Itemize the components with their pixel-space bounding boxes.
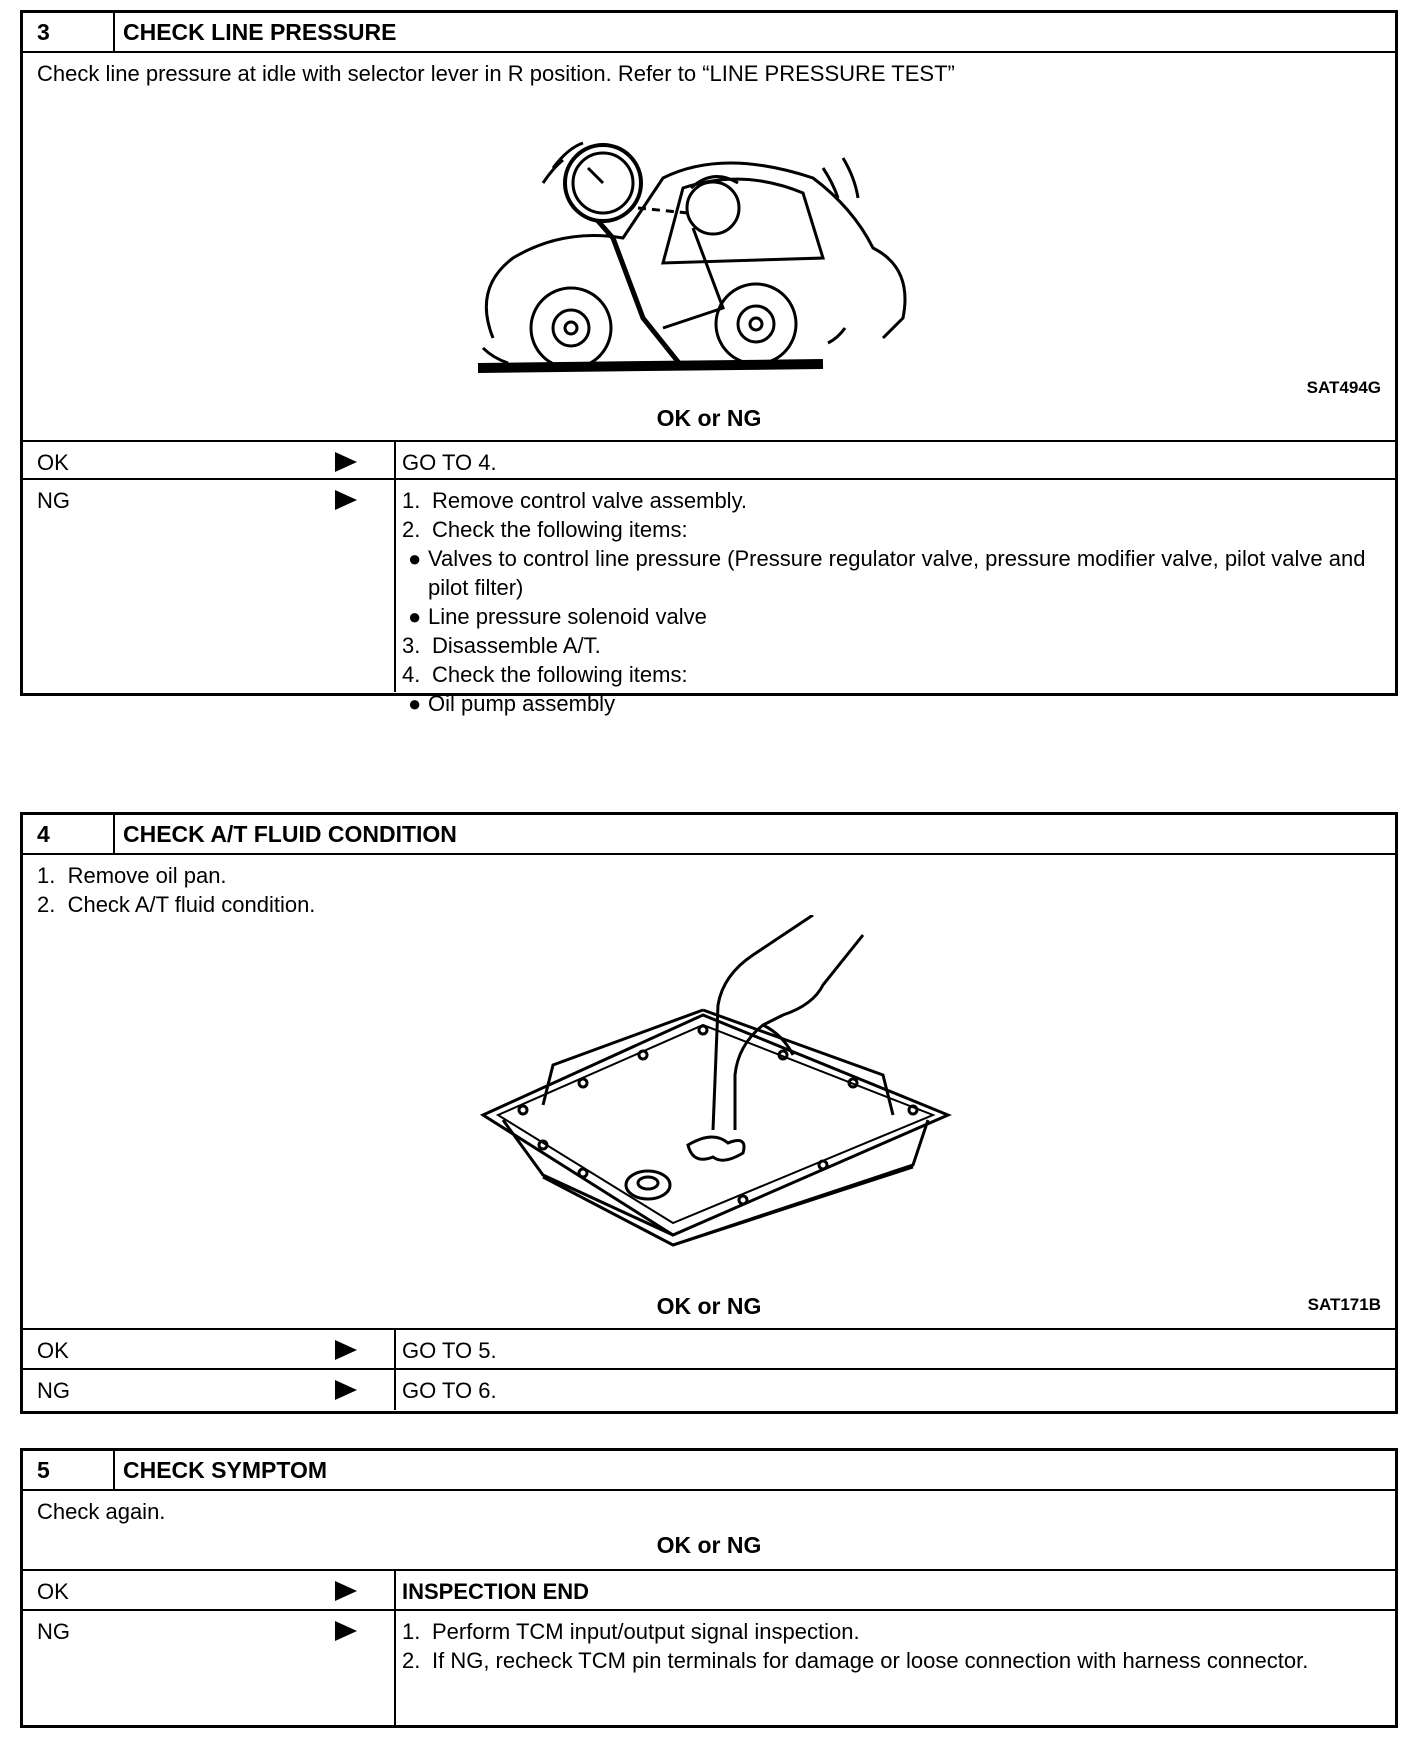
step-5-ng-label: NG [37, 1619, 70, 1644]
step-4-ok-or-ng: OK or NG [656, 1293, 762, 1319]
step-3-instruction: Check line pressure at idle with selector lever in R position. Refer to “LINE PRESSURE TEST” [37, 61, 955, 86]
step-5-ng-actions [396, 1611, 1395, 1725]
step-3-ok-label: OK [37, 450, 69, 475]
bullet-dot-icon: ● [408, 691, 422, 716]
right-arrow-icon [335, 1380, 357, 1400]
step-5-instruction: Check again. [37, 1499, 166, 1524]
step-4-table [20, 812, 1398, 1414]
list-item: ● Oil pump assembly [402, 689, 1387, 718]
bullet-dot-icon: ● [408, 604, 422, 629]
step-5-body [23, 1491, 1395, 1571]
right-arrow-icon [335, 1581, 357, 1601]
step-5-table [20, 1448, 1398, 1728]
list-item: 2. Check the following items: [402, 517, 688, 542]
step-4-title: CHECK A/T FLUID CONDITION [123, 820, 457, 847]
oil-pan-fluid-illustration [23, 915, 1395, 1255]
list-item: 4. Check the following items: [402, 662, 688, 687]
step-5-ng-row [23, 1611, 1395, 1725]
step-3-number: 3 [23, 13, 115, 51]
bullet-dot-icon: ● [408, 546, 422, 571]
step-5-header [23, 1451, 1395, 1491]
step-4-ng-label: NG [37, 1378, 70, 1403]
step-3-figure-code: SAT494G [1306, 378, 1381, 397]
step-3-figure [23, 88, 1395, 408]
step-4-body [23, 855, 1395, 1330]
step-3-ng-label: NG [37, 488, 70, 513]
list-item: 2. If NG, recheck TCM pin terminals for damage or loose connection with harness connector. [402, 1648, 1309, 1673]
step-4-header [23, 815, 1395, 855]
right-arrow-icon [335, 1340, 357, 1360]
step-5-ok-or-ng: OK or NG [656, 1532, 762, 1558]
step-5-title: CHECK SYMPTOM [123, 1456, 328, 1483]
step-3-ok-or-ng: OK or NG [656, 405, 762, 431]
step-3-table [20, 10, 1398, 716]
step-3-header [23, 13, 1395, 53]
list-item: 3. Disassemble A/T. [402, 633, 601, 658]
step-5-ok-action: INSPECTION END [402, 1579, 590, 1604]
step-3-body [23, 53, 1395, 442]
step-5-ok-row [23, 1571, 1395, 1611]
right-arrow-icon [335, 1621, 357, 1641]
step-3-ok-row [23, 442, 1395, 480]
list-item: ● Line pressure solenoid valve [402, 602, 1387, 631]
step-3-ok-action: GO TO 4. [402, 450, 497, 475]
step-4-ok-action: GO TO 5. [402, 1338, 497, 1363]
step-4-ok-label: OK [37, 1338, 69, 1363]
right-arrow-icon [335, 490, 357, 510]
step-3-ng-actions [396, 480, 1395, 716]
list-item: 1. Perform TCM input/output signal inspection. [402, 1619, 860, 1644]
car-pressure-gauge-illustration [23, 88, 1395, 378]
right-arrow-icon [335, 452, 357, 472]
step-4-ok-row [23, 1330, 1395, 1370]
list-item: 1. Remove control valve assembly. [402, 488, 748, 513]
step-3-title: CHECK LINE PRESSURE [123, 18, 397, 45]
step-4-number: 4 [23, 815, 115, 853]
step-5-ok-label: OK [37, 1579, 69, 1604]
step-3-ng-row [23, 480, 1395, 716]
step-4-ng-action: GO TO 6. [402, 1378, 497, 1403]
step-4-ng-row [23, 1370, 1395, 1410]
step-4-figure-code: SAT171B [1307, 1295, 1381, 1314]
step-5-number: 5 [23, 1451, 115, 1489]
step-4-instruction-2: 2. Check A/T fluid condition. [37, 892, 316, 917]
step-4-instruction-1: 1. Remove oil pan. [37, 863, 227, 888]
list-item: ● Valves to control line pressure (Pressure regulator valve, pressure modifier valve, pilot valve and pilot filter) [402, 544, 1387, 602]
